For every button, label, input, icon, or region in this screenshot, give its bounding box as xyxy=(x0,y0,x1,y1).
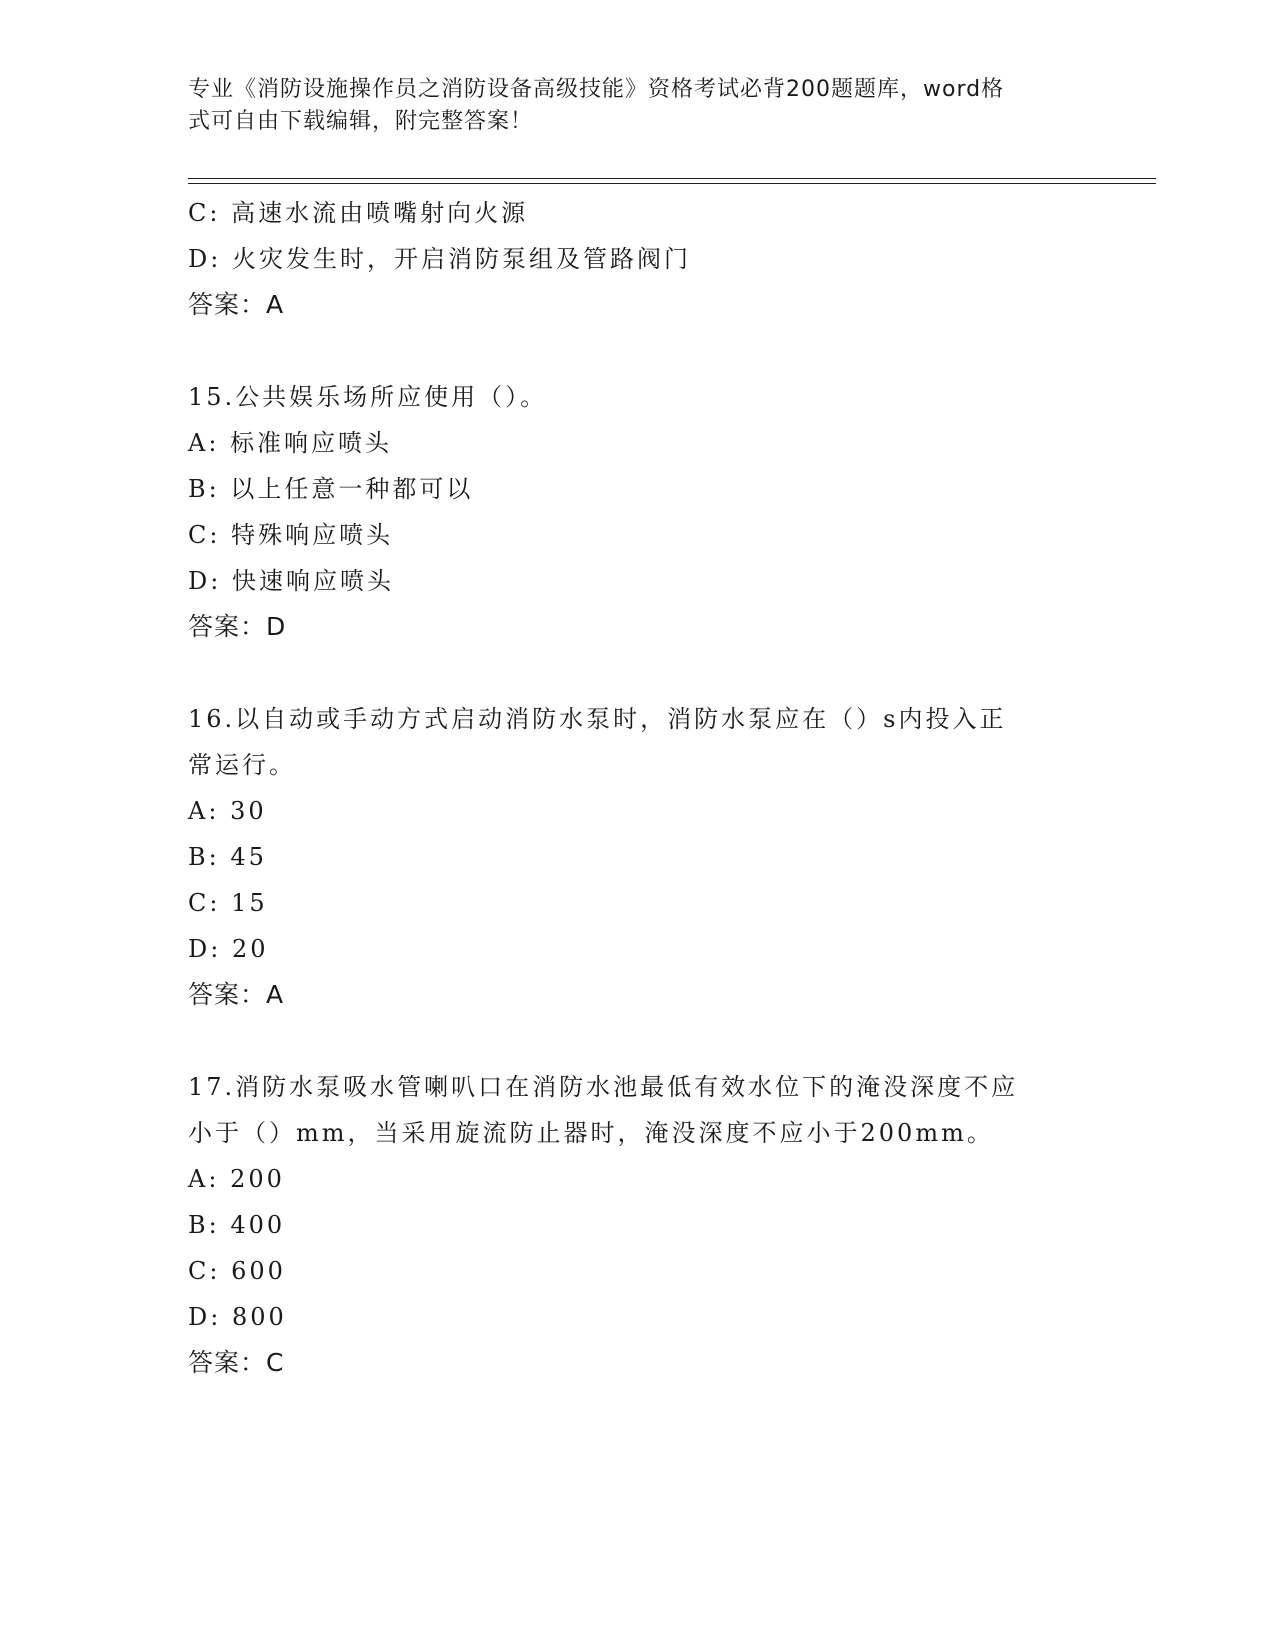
answer-line: 答案：A xyxy=(188,290,285,319)
option-b: B: 以上任意一种都可以 xyxy=(188,475,474,503)
option-c: C: 高速水流由喷嘴射向火源 xyxy=(188,199,529,227)
option-b: B: 400 xyxy=(188,1211,286,1239)
option-a: A: 200 xyxy=(188,1165,285,1193)
option-d: D: 快速响应喷头 xyxy=(188,567,394,595)
question-16 xyxy=(188,696,1088,1018)
option-a: A: 标准响应喷头 xyxy=(188,429,393,457)
question-17 xyxy=(188,1064,1088,1386)
option-d: D: 800 xyxy=(188,1303,287,1331)
question-15 xyxy=(188,374,1088,650)
question-stem: 16.以自动或手动方式启动消防水泵时，消防水泵应在（）s内投入正 xyxy=(188,705,1007,733)
question-list xyxy=(188,190,1088,1386)
answer-line: 答案：A xyxy=(188,980,285,1009)
option-c: C: 15 xyxy=(188,889,268,917)
option-a: A: 30 xyxy=(188,797,267,825)
answer-line: 答案：D xyxy=(188,612,287,641)
header-line-1: 专业《消防设施操作员之消防设备高级技能》资格考试必背200题题库，word格 xyxy=(188,77,1005,102)
document-header xyxy=(188,74,1068,138)
question-stem-continued: 小于（）mm，当采用旋流防止器时，淹没深度不应小于200mm。 xyxy=(188,1119,994,1147)
header-divider-bottom xyxy=(188,183,1156,184)
option-d: D: 火灾发生时，开启消防泵组及管路阀门 xyxy=(188,245,691,273)
option-c: C: 600 xyxy=(188,1257,286,1285)
option-b: B: 45 xyxy=(188,843,267,871)
option-d: D: 20 xyxy=(188,935,269,963)
question-stem: 17.消防水泵吸水管喇叭口在消防水池最低有效水位下的淹没深度不应 xyxy=(188,1073,1019,1101)
header-line-2: 式可自由下载编辑，附完整答案！ xyxy=(188,109,534,134)
option-c: C: 特殊响应喷头 xyxy=(188,521,394,549)
header-divider-top xyxy=(188,178,1156,179)
answer-line: 答案：C xyxy=(188,1348,285,1377)
question-stem-continued: 常运行。 xyxy=(188,751,296,779)
previous-question-tail xyxy=(188,190,1088,328)
question-stem: 15.公共娱乐场所应使用（）。 xyxy=(188,383,548,411)
